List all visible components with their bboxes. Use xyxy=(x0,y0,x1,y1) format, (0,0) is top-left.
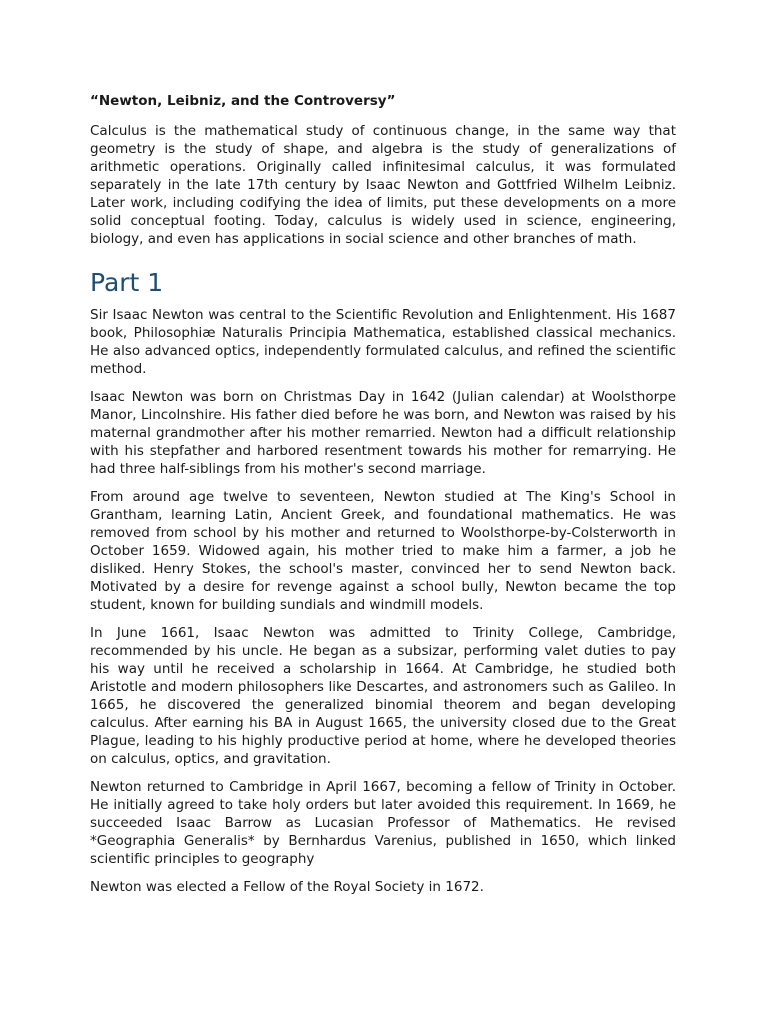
section-heading: Part 1 xyxy=(90,268,164,297)
body-paragraph: From around age twelve to seventeen, Newton studied at The King's School in Grantham, learning Latin, Ancient Greek, and foundational mathematics. He was removed from school by his mother and returned to Woolsthorpe-by-Colsterworth in October 1659. Widowed again, his mother tried to make him a farmer, a job he disliked. Henry Stokes, the school's master, convinced her to send Newton back. Motivated by a desire for revenge against a school bully, Newton became the top student, known for building sundials and windmill models. xyxy=(90,489,676,613)
body-paragraph: In June 1661, Isaac Newton was admitted to Trinity College, Cambridge, recommended by his uncle. He began as a subsizar, performing valet duties to pay his way until he received a scholarship in 1664. At Cambridge, he studied both Aristotle and modern philosophers like Descartes, and astronomers such as Galileo. In 1665, he discovered the generalized binomial theorem and began developing calculus. After earning his BA in August 1665, the university closed due to the Great Plague, leading to his highly productive period at home, where he developed theories on calculus, optics, and gravitation. xyxy=(90,625,676,767)
document-page xyxy=(90,92,676,906)
body-paragraph: Newton was elected a Fellow of the Royal Society in 1672. xyxy=(90,879,484,895)
intro-paragraph: Calculus is the mathematical study of continuous change, in the same way that geometry is the study of shape, and algebra is the study of generalizations of arithmetic operations. Originally called infinitesimal calculus, it was formulated separately in the late 17th century by Isaac Newton and Gottfried Wilhelm Leibniz. Later work, including codifying the idea of limits, put these developments on a more solid conceptual footing. Today, calculus is widely used in science, engineering, biology, and even has applications in social science and other branches of math. xyxy=(90,123,676,247)
body-paragraph: Sir Isaac Newton was central to the Scientific Revolution and Enlightenment. His 1687 book, Philosophiæ Naturalis Principia Mathematica, established classical mechanics. He also advanced optics, independently formulated calculus, and refined the scientific method. xyxy=(90,307,676,377)
body-paragraph: Isaac Newton was born on Christmas Day in 1642 (Julian calendar) at Woolsthorpe Manor, Lincolnshire. His father died before he was born, and Newton was raised by his maternal grandmother after his mother remarried. Newton had a difficult relationship with his stepfather and harbored resentment towards his mother for remarrying. He had three half-siblings from his mother's second marriage. xyxy=(90,389,676,477)
body-paragraph: Newton returned to Cambridge in April 1667, becoming a fellow of Trinity in October. He initially agreed to take holy orders but later avoided this requirement. In 1669, he succeeded Isaac Barrow as Lucasian Professor of Mathematics. He revised *Geographia Generalis* by Bernhardus Varenius, published in 1650, which linked scientific principles to geography xyxy=(90,779,676,867)
document-title: “Newton, Leibniz, and the Controversy” xyxy=(90,93,396,109)
